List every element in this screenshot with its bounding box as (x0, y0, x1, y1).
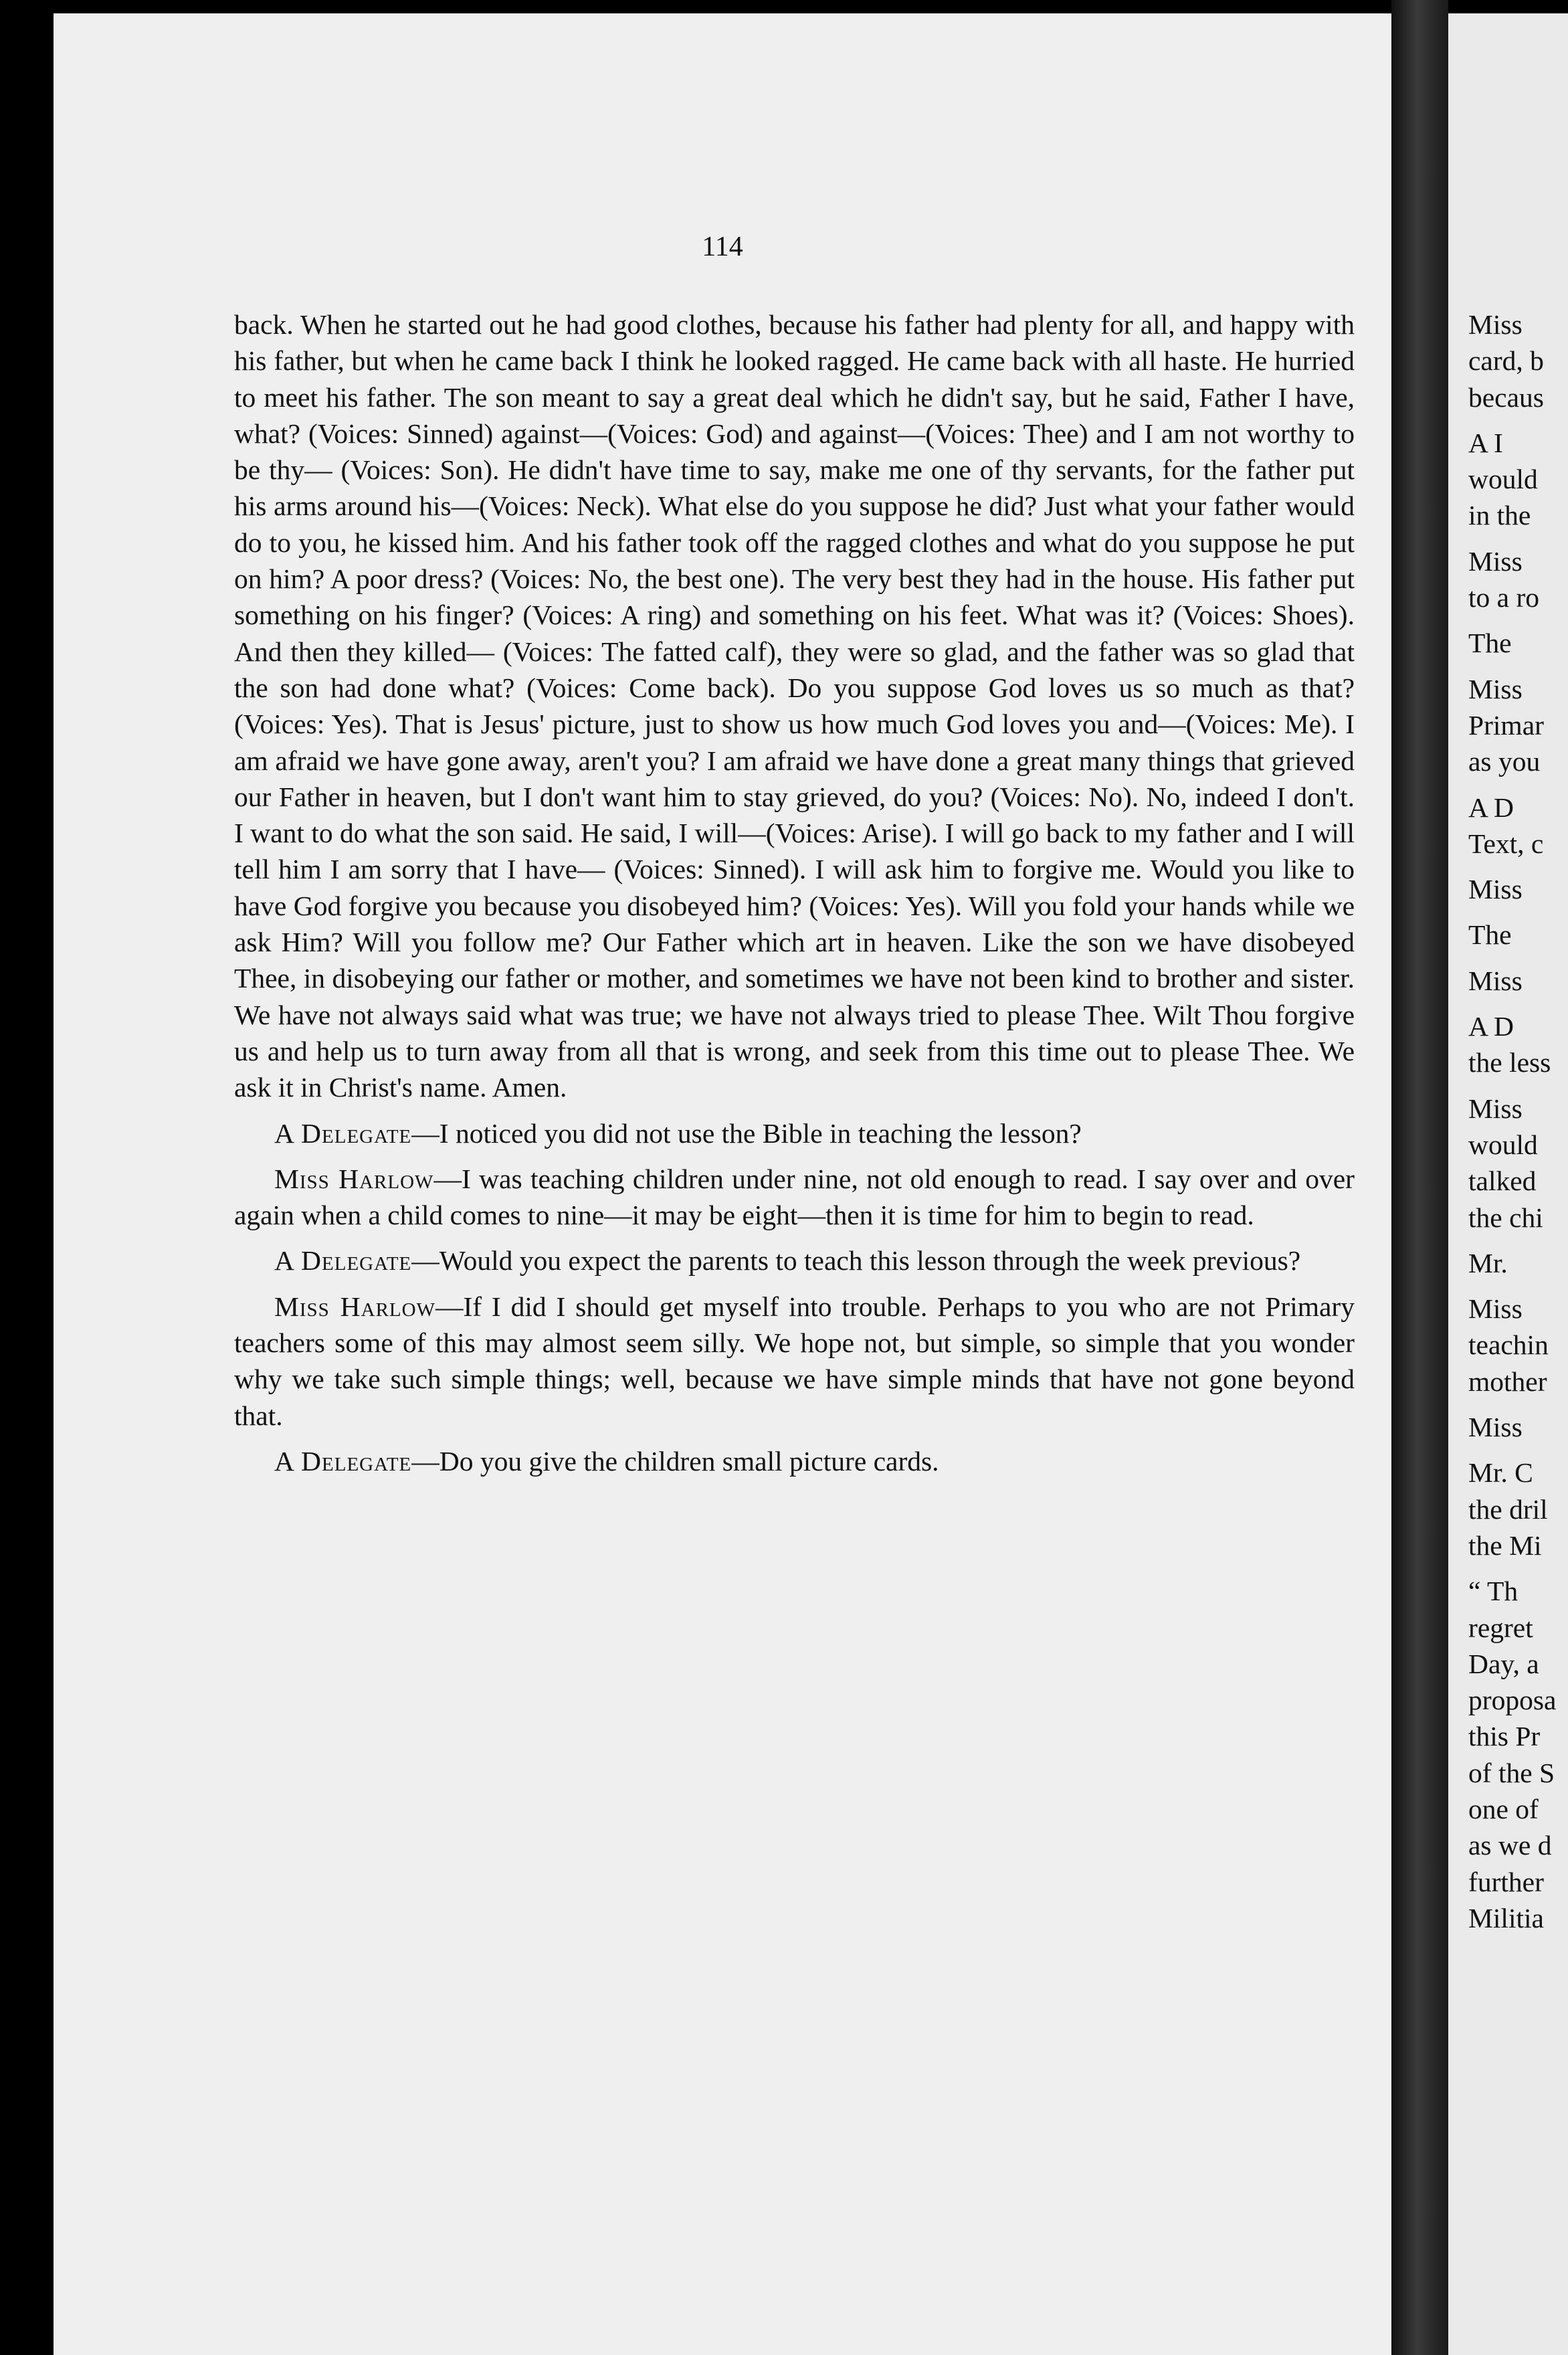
exchange-paragraph (234, 1242, 1355, 1279)
facing-page-fragment: in the (1468, 500, 1531, 531)
facing-page-fragment: Miss (1468, 1093, 1523, 1124)
facing-page-fragment: Miss (1468, 545, 1523, 577)
exchange-text: —Do you give the children small picture cards. (411, 1445, 939, 1477)
facing-page-fragment: as we d (1468, 1830, 1552, 1861)
facing-page-fragment: the dril (1468, 1493, 1548, 1525)
facing-page-fragment: Text, c (1468, 828, 1544, 859)
exchange-text: —Would you expect the parents to teach this lesson through the week previous? (411, 1245, 1301, 1277)
facing-page-fragment: “ Th (1468, 1576, 1518, 1607)
main-text-column (234, 306, 1355, 1479)
facing-page-fragment: Miss (1468, 1412, 1523, 1443)
facing-page-fragment: The (1468, 628, 1512, 659)
facing-page-fragment: Miss (1468, 673, 1523, 704)
facing-page-fragment: as you (1468, 746, 1541, 777)
facing-page-fragment: teachin (1468, 1329, 1549, 1361)
facing-page-fragment: one of (1468, 1793, 1539, 1824)
facing-page-fragment: Miss (1468, 309, 1523, 340)
speaker-label: A Delegate (274, 1245, 412, 1277)
exchange-paragraph (234, 1115, 1355, 1151)
facing-page-fragment: Mr. (1468, 1247, 1508, 1279)
facing-page-fragment: Miss (1468, 874, 1523, 905)
facing-page-fragment: Miss (1468, 965, 1523, 996)
facing-page-fragment: A I (1468, 427, 1503, 458)
exchange-paragraph (234, 1443, 1355, 1479)
facing-page-text-fragments (1468, 306, 1568, 1936)
facing-page-fragment: talked (1468, 1165, 1537, 1197)
facing-page-fragment: card, b (1468, 345, 1544, 377)
facing-page-fragment: Mr. C (1468, 1457, 1533, 1489)
facing-page-fragment: The (1468, 919, 1512, 951)
facing-page-fragment: Miss (1468, 1293, 1523, 1325)
exchange-paragraph (234, 1161, 1355, 1234)
speaker-label: Miss Harlow (274, 1163, 434, 1194)
facing-page-fragment: regret (1468, 1612, 1533, 1643)
facing-page-fragment: to a ro (1468, 582, 1540, 614)
facing-page-fragment: this Pr (1468, 1721, 1541, 1752)
exchange-text: —If I did I should get myself into trouble. Perhaps to you who are not Primary teachers some of this may almost seem silly. We hope not, but simple, so simple that you wonder why we take such simple things; well, because we have simple minds that have not gone beyond that. (234, 1291, 1355, 1431)
facing-page-fragment: of the S (1468, 1757, 1555, 1788)
facing-page-fragment: A D (1468, 791, 1514, 823)
facing-page-fragment: would (1468, 464, 1538, 495)
speaker-label: A Delegate (274, 1445, 412, 1477)
exchange-paragraph (234, 1289, 1355, 1434)
facing-page-fragment: Day, a (1468, 1648, 1539, 1679)
facing-page-fragment: the Mi (1468, 1529, 1542, 1561)
book-gutter (1391, 0, 1448, 2355)
speaker-label: Miss Harlow (274, 1291, 435, 1322)
facing-page-fragment: would (1468, 1129, 1538, 1160)
page-number: 114 (702, 231, 743, 262)
facing-page-fragment: the less (1468, 1047, 1551, 1078)
exchange-text: —I was teaching children under nine, not old enough to read. I say over and over again when a child comes to nine—it may be eight—then it is time for him to begin to read. (234, 1163, 1355, 1231)
facing-page-fragment: becaus (1468, 381, 1544, 413)
facing-page-fragment: Militia (1468, 1902, 1544, 1934)
continuation-paragraph: back. When he started out he had good clothes, because his father had plenty for all, and happy with his father, but when he came back I think he looked ragged. He came back with all haste. He hurried to meet his father. The son meant to say a great deal which he didn't say, but he said, Father I have, what? (Voices: Sinned) against—(Voices: God) and against—(Voices: Thee) and I am not worthy to be thy— (Voices: Son). He didn't have time to say, make me one of thy servants, for the father put his arms around his—(Voices: Neck). What else do you suppose he did? Just what your father would do to you, he kissed him. And his father took off the ragged clothes and what do you suppose he put on him? A poor dress? (Voices: No, the best one). The very best they had in the house. His father put something on his finger? (Voices: A ring) and something on his feet. What was it? (Voices: Shoes). And then they killed— (Voices: The fatted calf), they were so glad, and the father was so glad that the son had done what? (Voices: Come back). Do you suppose God loves us so much as that? (Voices: Yes). That is Jesus' picture, just to show us how much God loves you and—(Voices: Me). I am afraid we have gone away, aren't you? I am afraid we have done a great many things that grieved our Father in heaven, but I don't want him to stay grieved, do you? (Voices: No). No, indeed I don't. I want to do what the son said. He said, I will—(Voices: Arise). I will go back to my father and I will tell him I am sorry that I have— (Voices: Sinned). I will ask him to forgive me. Would you like to have God forgive you because you disobeyed him? (Voices: Yes). Will you fold your hands while we ask Him? Will you follow me? Our Father which art in heaven. Like the son we have disobeyed Thee, in disobeying our father or mother, and sometimes we have not been kind to brother and sister. We have not always said what was true; we have not always tried to please Thee. Wilt Thou forgive us and help us to turn away from all that is wrong, and seek from this time out to please Thee. We ask it in Christ's name. Amen. (234, 309, 1355, 1103)
exchange-text: —I noticed you did not use the Bible in teaching the lesson? (411, 1117, 1082, 1149)
facing-page-fragment: A D (1468, 1011, 1514, 1042)
facing-page-fragment: proposa (1468, 1685, 1557, 1716)
speaker-label: A Delegate (274, 1117, 412, 1149)
facing-page-fragment: the chi (1468, 1202, 1543, 1233)
facing-page-fragment: mother (1468, 1365, 1547, 1397)
facing-page-fragment: Primar (1468, 709, 1544, 741)
facing-page-fragment: further (1468, 1866, 1544, 1897)
